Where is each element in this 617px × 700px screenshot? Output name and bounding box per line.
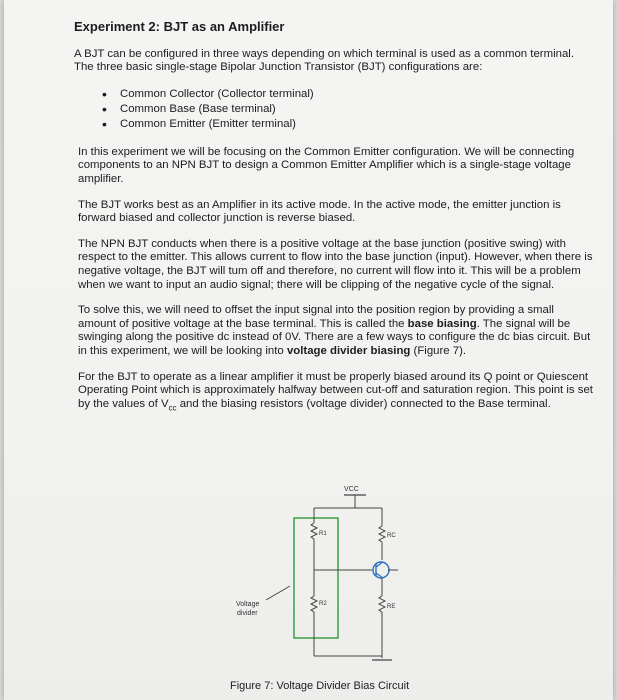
rc-label: RC xyxy=(387,533,396,539)
document-page xyxy=(4,0,613,700)
npn-paragraph: The NPN BJT conducts when there is a positive voltage at the base junction (positive swing) with respect to the emitter. This allows current to flow into the base junction (input). However, when there is negative voltage, the BJT will tum off and therefore, no current will flow into it. This will be a problem when we want to input an audio signal; there will be clipping of the negative cycle of the signal. xyxy=(78,237,593,291)
r1-label: R1 xyxy=(319,531,327,537)
config-item-emitter: • Common Emitter (Emitter terminal) xyxy=(102,117,594,132)
voltage-divider-term: voltage divider biasing xyxy=(286,344,411,357)
rc-resistor xyxy=(379,526,385,542)
base-biasing-term: base biasing xyxy=(407,317,477,330)
experiment-heading: Experiment 2: BJT as an Amplifier xyxy=(74,19,285,34)
biasing-paragraph: To solve this, we will need to offset the input signal into the position region by providing a small amount of positive voltage at the base terminal. This is called the base biasing. The signal will be swinging along the positive dc instead of 0V. There are a few ways to configure the dc bias circuit. But in this experiment, we will be looking into voltage divider biasing (Figure 7). xyxy=(78,304,591,357)
r2-label: R2 xyxy=(319,601,327,607)
vcc-label: VCC xyxy=(344,486,359,493)
voltage-divider-circuit-figure xyxy=(226,478,426,678)
re-label: RE xyxy=(387,604,396,610)
divider-pointer xyxy=(266,586,290,600)
voltage-divider-label: Voltage xyxy=(236,601,260,608)
config-item-collector: • Common Collector (Collector terminal) xyxy=(102,87,594,102)
config-list xyxy=(74,87,594,132)
re-resistor xyxy=(379,596,385,612)
focus-paragraph: In this experiment we will be focusing on the Common Emitter configuration. We will be connecting components to an NPN BJT to design a Common Emitter Amplifier which is a single-stage voltage amplifier. xyxy=(78,145,575,185)
divider-box xyxy=(294,518,338,638)
config-item-base: • Common Base (Base terminal) xyxy=(102,102,594,117)
intro-paragraph: A BJT can be configured in three ways depending on which terminal is used as a common terminal. The three basic single-stage Bipolar Junction Transistor (BJT) configurations are: xyxy=(74,47,574,74)
r1-resistor xyxy=(311,523,317,539)
q-point-paragraph: For the BJT to operate as a linear amplifier it must be properly biased around its Q point or Quiescent Operating Point which is approximately halfway between cut-off and saturation region. This point is set by the values of $V_{cc}$ and the biasing resistors (voltage divider) connected to the Base terminal. xyxy=(78,370,593,412)
document-body xyxy=(74,20,594,427)
figure-caption: Figure 7: Voltage Divider Bias Circuit xyxy=(230,680,410,692)
voltage-divider-label-2: divider xyxy=(237,610,258,617)
r2-resistor xyxy=(311,596,317,612)
active-mode-paragraph: The BJT works best as an Amplifier in its active mode. In the active mode, the emitter junction is forward biased and collector junction is reverse biased. xyxy=(78,198,561,225)
